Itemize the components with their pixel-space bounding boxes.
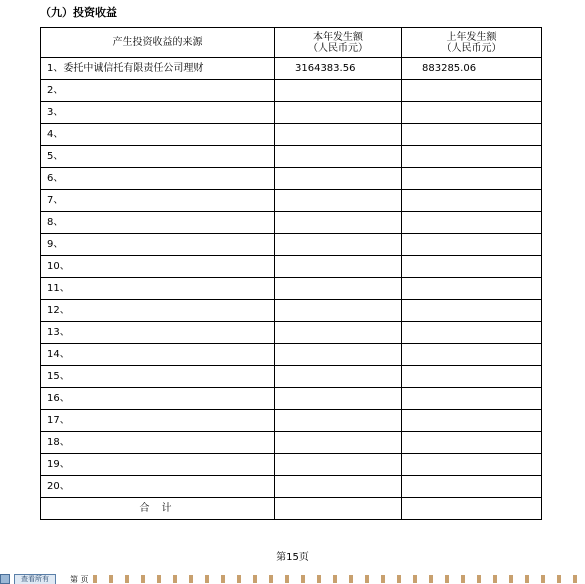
current-year-cell [275, 168, 402, 190]
current-year-cell [275, 146, 402, 168]
source-cell: 9、 [41, 234, 275, 256]
table-row [41, 476, 542, 498]
prior-year-cell: 883285.06 [402, 58, 542, 80]
header-current-year: 本年发生额 （人民币元） [275, 28, 402, 58]
table-header-row [41, 28, 542, 58]
source-cell: 3、 [41, 102, 275, 124]
prior-year-cell [402, 168, 542, 190]
current-year-cell [275, 124, 402, 146]
prior-year-cell [402, 366, 542, 388]
source-cell: 17、 [41, 410, 275, 432]
current-year-cell [275, 388, 402, 410]
table-row [41, 410, 542, 432]
prior-year-cell [402, 410, 542, 432]
source-cell: 12、 [41, 300, 275, 322]
prior-year-cell [402, 388, 542, 410]
current-year-cell [275, 256, 402, 278]
current-year-cell [275, 366, 402, 388]
prior-year-cell [402, 190, 542, 212]
document-icon [0, 574, 10, 584]
current-year-cell [275, 322, 402, 344]
total-row [41, 498, 542, 520]
view-all-button[interactable]: 查看所有 [14, 574, 56, 584]
current-year-cell [275, 432, 402, 454]
current-year-cell [275, 410, 402, 432]
current-year-cell [275, 278, 402, 300]
table-row [41, 322, 542, 344]
section-title: （九）投资收益 [40, 6, 117, 19]
current-year-cell [275, 300, 402, 322]
prior-year-cell [402, 212, 542, 234]
prior-year-cell [402, 432, 542, 454]
current-year-cell [275, 454, 402, 476]
total-prior-year [402, 498, 542, 520]
table-row [41, 212, 542, 234]
source-cell: 10、 [41, 256, 275, 278]
table-row [41, 278, 542, 300]
table-row [41, 190, 542, 212]
source-cell: 2、 [41, 80, 275, 102]
source-cell: 18、 [41, 432, 275, 454]
total-current-year [275, 498, 402, 520]
prior-year-cell [402, 278, 542, 300]
current-year-cell [275, 212, 402, 234]
source-cell: 11、 [41, 278, 275, 300]
current-year-cell: 3164383.56 [275, 58, 402, 80]
prior-year-cell [402, 146, 542, 168]
source-cell: 19、 [41, 454, 275, 476]
table-row [41, 58, 542, 80]
prior-year-cell [402, 322, 542, 344]
page-label: 第 页 [70, 574, 89, 584]
prior-year-cell [402, 256, 542, 278]
source-cell: 14、 [41, 344, 275, 366]
source-cell: 5、 [41, 146, 275, 168]
table-row [41, 344, 542, 366]
prior-year-cell [402, 102, 542, 124]
table-row [41, 102, 542, 124]
investment-income-table [40, 27, 542, 520]
table-row [41, 234, 542, 256]
table-row [41, 80, 542, 102]
current-year-cell [275, 344, 402, 366]
table-row [41, 432, 542, 454]
table-row [41, 366, 542, 388]
table-row [41, 256, 542, 278]
prior-year-cell [402, 454, 542, 476]
table-row [41, 454, 542, 476]
bottom-toolbar [0, 574, 585, 584]
prior-year-cell [402, 344, 542, 366]
source-cell: 7、 [41, 190, 275, 212]
current-year-cell [275, 234, 402, 256]
table-row [41, 300, 542, 322]
prior-year-cell [402, 80, 542, 102]
prior-year-cell [402, 234, 542, 256]
prior-year-cell [402, 300, 542, 322]
table-row [41, 124, 542, 146]
source-cell: 8、 [41, 212, 275, 234]
source-cell: 1、委托中诚信托有限责任公司理财 [41, 58, 275, 80]
current-year-cell [275, 190, 402, 212]
header-prior-year: 上年发生额 （人民币元） [402, 28, 542, 58]
prior-year-cell [402, 476, 542, 498]
source-cell: 4、 [41, 124, 275, 146]
table-row [41, 388, 542, 410]
source-cell: 16、 [41, 388, 275, 410]
source-cell: 6、 [41, 168, 275, 190]
source-cell: 15、 [41, 366, 275, 388]
page-number: 第15页 [276, 552, 309, 563]
header-source: 产生投资收益的来源 [41, 28, 275, 58]
source-cell: 13、 [41, 322, 275, 344]
table-row [41, 146, 542, 168]
prior-year-cell [402, 124, 542, 146]
source-cell: 20、 [41, 476, 275, 498]
current-year-cell [275, 80, 402, 102]
current-year-cell [275, 476, 402, 498]
current-year-cell [275, 102, 402, 124]
table-row [41, 168, 542, 190]
total-label: 合计 [41, 498, 275, 520]
page-links[interactable] [93, 575, 585, 583]
